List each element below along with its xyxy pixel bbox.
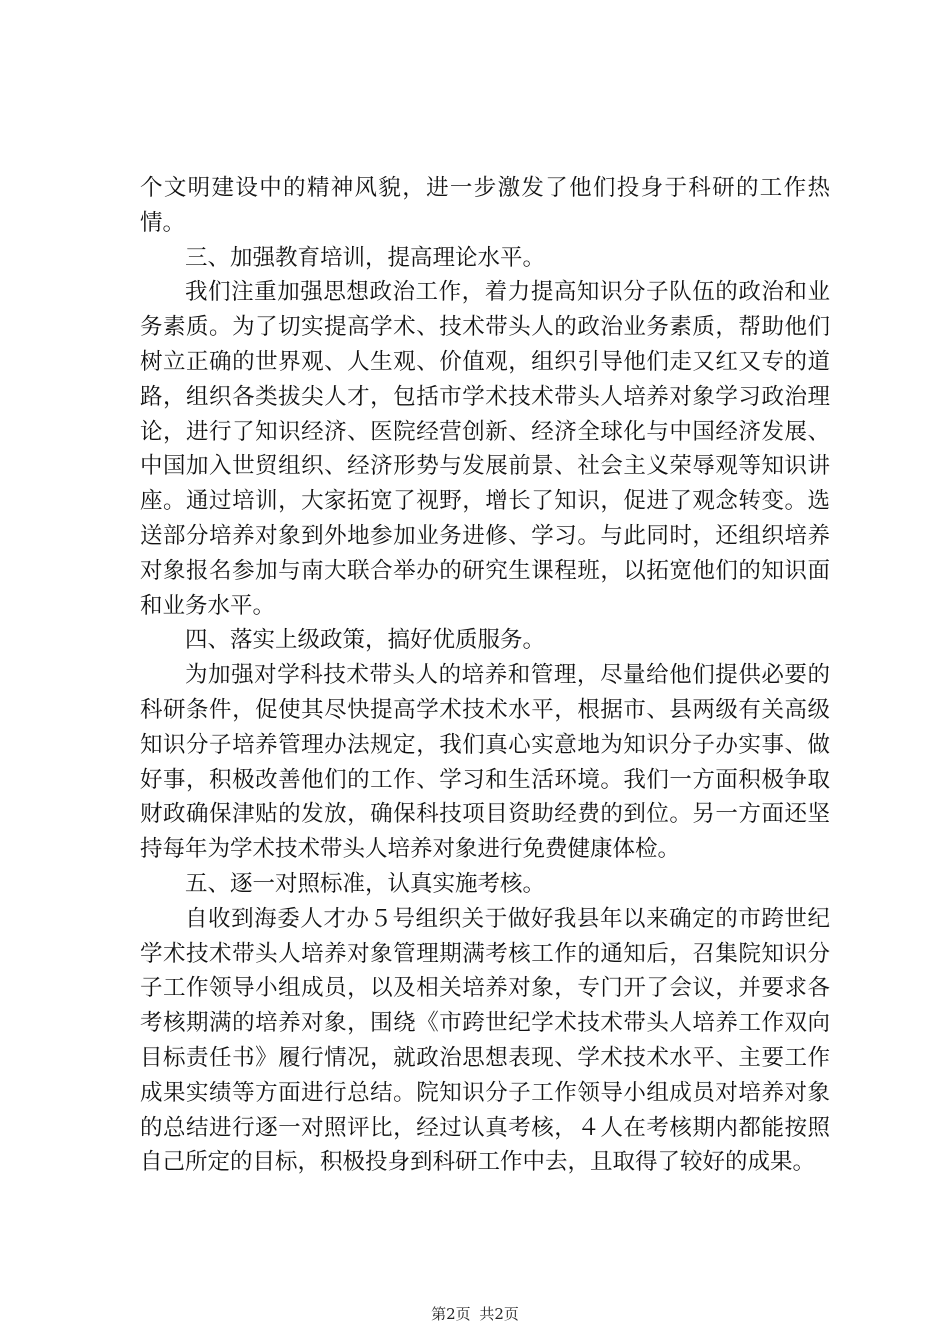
document-body	[140, 171, 830, 1180]
section-heading-3: 三、加强教育培训，提高理论水平。	[185, 244, 546, 271]
section-heading-4: 四、落实上级政策，搞好优质服务。	[185, 627, 546, 654]
page-number: 第2页	[431, 1305, 471, 1323]
section-heading-5: 五、逐一对照标准，认真实施考核。	[185, 870, 546, 897]
paragraph-education-training: 我们注重加强思想政治工作，着力提高知识分子队伍的政治和业务素质。为了切实提高学术、技术带头人的政治业务素质，帮助他们树立正确的世界观、人生观、价值观，组织引导他们走又红又专的道路，组织各类拔尖人才，包括市学术技术带头人培养对象学习政治理论，进行了知识经济、医院经营创新、经济全球化与中国经济发展、中国加入世贸组织、经济形势与发展前景、社会主义荣辱观等知识讲座。通过培训，大家拓宽了视野，增长了知识，促进了观念转变。选送部分培养对象到外地参加业务进修、学习。与此同时，还组织培养对象报名参加与南大联合举办的研究生课程班，以拓宽他们的知识面和业务水平。	[140, 279, 830, 619]
paragraph-policy-service: 为加强对学科技术带头人的培养和管理，尽量给他们提供必要的科研条件，促使其尽快提高学术技术水平，根据市、县两级有关高级知识分子培养管理办法规定，我们真心实意地为知识分子办实事、做好事，积极改善他们的工作、学习和生活环境。我们一方面积极争取财政确保津贴的发放，确保科技项目资助经费的到位。另一方面还坚持每年为学术技术带头人培养对象进行免费健康体检。	[140, 662, 830, 863]
page-total: 共2页	[479, 1305, 519, 1323]
paragraph-continuation: 个文明建设中的精神风貌，进一步激发了他们投身于科研的工作热情。	[140, 175, 830, 236]
page-footer	[0, 1303, 950, 1324]
paragraph-assessment: 自收到海委人才办５号组织关于做好我县年以来确定的市跨世纪学术技术带头人培养对象管理期满考核工作的通知后，召集院知识分子工作领导小组成员，以及相关培养对象，专门开了会议，并要求各考核期满的培养对象，围绕《市跨世纪学术技术带头人培养工作双向目标责任书》履行情况，就政治思想表现、学术技术水平、主要工作成果实绩等方面进行总结。院知识分子工作领导小组成员对培养对象的总结进行逐一对照评比，经过认真考核，４人在考核期内都能按照自己所定的目标，积极投身到科研工作中去，且取得了较好的成果。	[140, 905, 830, 1176]
